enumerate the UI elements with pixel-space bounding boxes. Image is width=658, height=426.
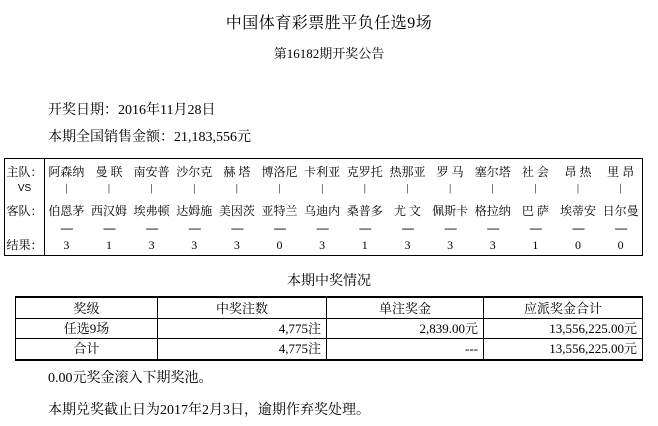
match-column-12: [514, 159, 557, 255]
header-total-prize: 应派奖金合计: [523, 301, 602, 316]
separator-row-label: [5, 223, 44, 236]
result-row-label: 结果：: [6, 238, 43, 252]
away-team: 伯恩茅: [48, 204, 85, 218]
winning-bets: 4,775注: [158, 319, 327, 338]
match-column-2: [88, 159, 131, 255]
match-column-4: [173, 159, 216, 255]
match-result: 1: [532, 238, 539, 252]
vs-bar-icon: |: [321, 182, 324, 194]
dash-separator: ----: [316, 221, 329, 235]
home-team: 曼 联: [95, 165, 123, 179]
dash-separator: ----: [572, 221, 584, 235]
away-team: 美因茨: [218, 204, 255, 218]
sales-label: 本期全国销售金额：: [48, 130, 174, 145]
away-team: 格拉纳: [474, 204, 511, 218]
prize-row-ren9: [16, 319, 642, 339]
vs-bar-icon: |: [363, 182, 366, 194]
away-team: 日尔曼: [602, 204, 639, 218]
prize-table: [15, 296, 643, 361]
match-result: 1: [105, 238, 112, 252]
vs-row-label: VS: [17, 183, 32, 194]
prize-level: 任选9场: [16, 319, 158, 338]
away-row-label: 客队：: [6, 204, 43, 218]
home-team: 里 昂: [607, 165, 635, 179]
match-column-11: [471, 159, 514, 255]
match-result: 3: [404, 238, 411, 252]
home-team: 赫 塔: [223, 165, 251, 179]
match-column-3: [130, 159, 173, 255]
header-prize-level: 奖级: [16, 298, 158, 318]
match-result: 0: [617, 238, 624, 252]
home-team: 罗 马: [436, 165, 464, 179]
row-label-column: [5, 159, 45, 255]
dash-separator: ----: [444, 221, 457, 235]
vs-bar-icon: |: [448, 182, 452, 194]
match-result: 3: [489, 238, 496, 252]
single-prize: 2,839.00元: [327, 319, 484, 338]
match-column-5: [216, 159, 259, 255]
away-team: 西汉姆: [90, 204, 127, 218]
single-prize: ---: [327, 339, 484, 359]
dash-separator: ----: [401, 221, 414, 235]
home-team: 塞尔塔: [474, 165, 511, 179]
dash-separator: ----: [273, 221, 286, 235]
vs-bar-icon: |: [65, 182, 68, 194]
match-results-table: [4, 158, 643, 256]
match-result: 1: [361, 238, 368, 252]
vs-bar-icon: |: [150, 182, 153, 194]
home-team: 阿森纳: [48, 165, 85, 179]
winning-section-title: 本期中奖情况: [287, 274, 371, 289]
match-result: 3: [63, 238, 70, 252]
vs-bar-icon: |: [193, 182, 196, 194]
dash-separator: ----: [614, 221, 627, 235]
match-result: 0: [276, 238, 283, 252]
match-result: 3: [447, 238, 454, 252]
home-team: 社 会: [521, 165, 549, 179]
match-column-1: [45, 159, 88, 255]
match-column-9: [386, 159, 429, 255]
vs-bar-icon: |: [235, 182, 238, 194]
issue-subtitle: 第16182期开奖公告: [273, 46, 385, 61]
dash-separator: ----: [102, 221, 115, 235]
vs-bar-icon: |: [107, 182, 111, 194]
match-column-8: [343, 159, 386, 255]
vs-bar-icon: |: [534, 182, 537, 194]
total-prize: 13,556,225.00元: [549, 341, 637, 356]
match-result: 0: [575, 238, 581, 252]
home-team: 昂 热: [564, 165, 592, 179]
winning-bets: 4,775注: [158, 339, 327, 359]
prize-table-header-row: [16, 298, 642, 319]
match-column-13: [557, 159, 600, 255]
vs-bar-icon: |: [619, 182, 622, 194]
prize-level: 合计: [16, 339, 158, 359]
away-team: 亚特兰: [261, 204, 298, 218]
match-column-10: [429, 159, 472, 255]
dash-separator: ----: [486, 221, 499, 235]
dash-separator: ----: [358, 221, 371, 235]
vs-bar-icon: |: [278, 182, 281, 194]
draw-date-line: [48, 99, 215, 119]
match-result: 3: [233, 238, 240, 252]
match-result: 3: [148, 238, 155, 252]
home-team: 博洛尼: [261, 165, 298, 179]
away-team: 巴 萨: [521, 204, 549, 218]
sales-line: [48, 126, 251, 146]
vs-bar-icon: |: [576, 182, 580, 194]
away-team: 埃弗顿: [133, 204, 170, 218]
match-column-6: [258, 159, 301, 255]
deadline-note: 本期兑奖截止日为2017年2月3日，逾期作弃奖处理。: [48, 403, 370, 418]
match-column-14: [599, 159, 642, 255]
header-single-prize: 单注奖金: [327, 298, 484, 318]
away-team: 埃蒂安: [560, 204, 597, 218]
home-team: 沙尔克: [176, 165, 213, 179]
match-result: 3: [191, 238, 198, 252]
match-result: 3: [319, 238, 326, 252]
dash-separator: ----: [230, 221, 243, 235]
draw-date-label: 开奖日期：: [48, 103, 118, 118]
total-prize: 13,556,225.00元: [549, 321, 637, 336]
match-column-7: [301, 159, 344, 255]
page-title: 中国体育彩票胜平负任选9场: [225, 15, 433, 32]
away-team: 达姆施: [176, 204, 213, 218]
home-team: 克罗托: [346, 165, 383, 179]
draw-date-value: 2016年11月28日: [118, 103, 216, 118]
home-team: 南安普: [133, 165, 170, 179]
vs-bar-icon: |: [491, 182, 494, 194]
dash-separator: ----: [188, 221, 201, 235]
away-team: 桑普多: [346, 204, 383, 218]
home-team: 卡利亚: [304, 165, 341, 179]
home-row-label: 主队：: [6, 165, 43, 179]
header-winning-bets: 中奖注数: [158, 298, 327, 318]
dash-separator: ----: [60, 221, 73, 235]
prize-row-total: [16, 339, 642, 359]
away-team: 尤 文: [393, 204, 421, 218]
vs-bar-icon: |: [406, 182, 409, 194]
away-team: 佩斯卡: [432, 204, 469, 218]
away-team: 乌迪内: [304, 204, 341, 218]
dash-separator: ----: [145, 221, 158, 235]
home-team: 热那亚: [389, 165, 426, 179]
rollover-note: 0.00元奖金滚入下期奖池。: [48, 371, 213, 386]
dash-separator: ----: [529, 221, 542, 235]
sales-value: 21,183,556元: [174, 130, 251, 145]
